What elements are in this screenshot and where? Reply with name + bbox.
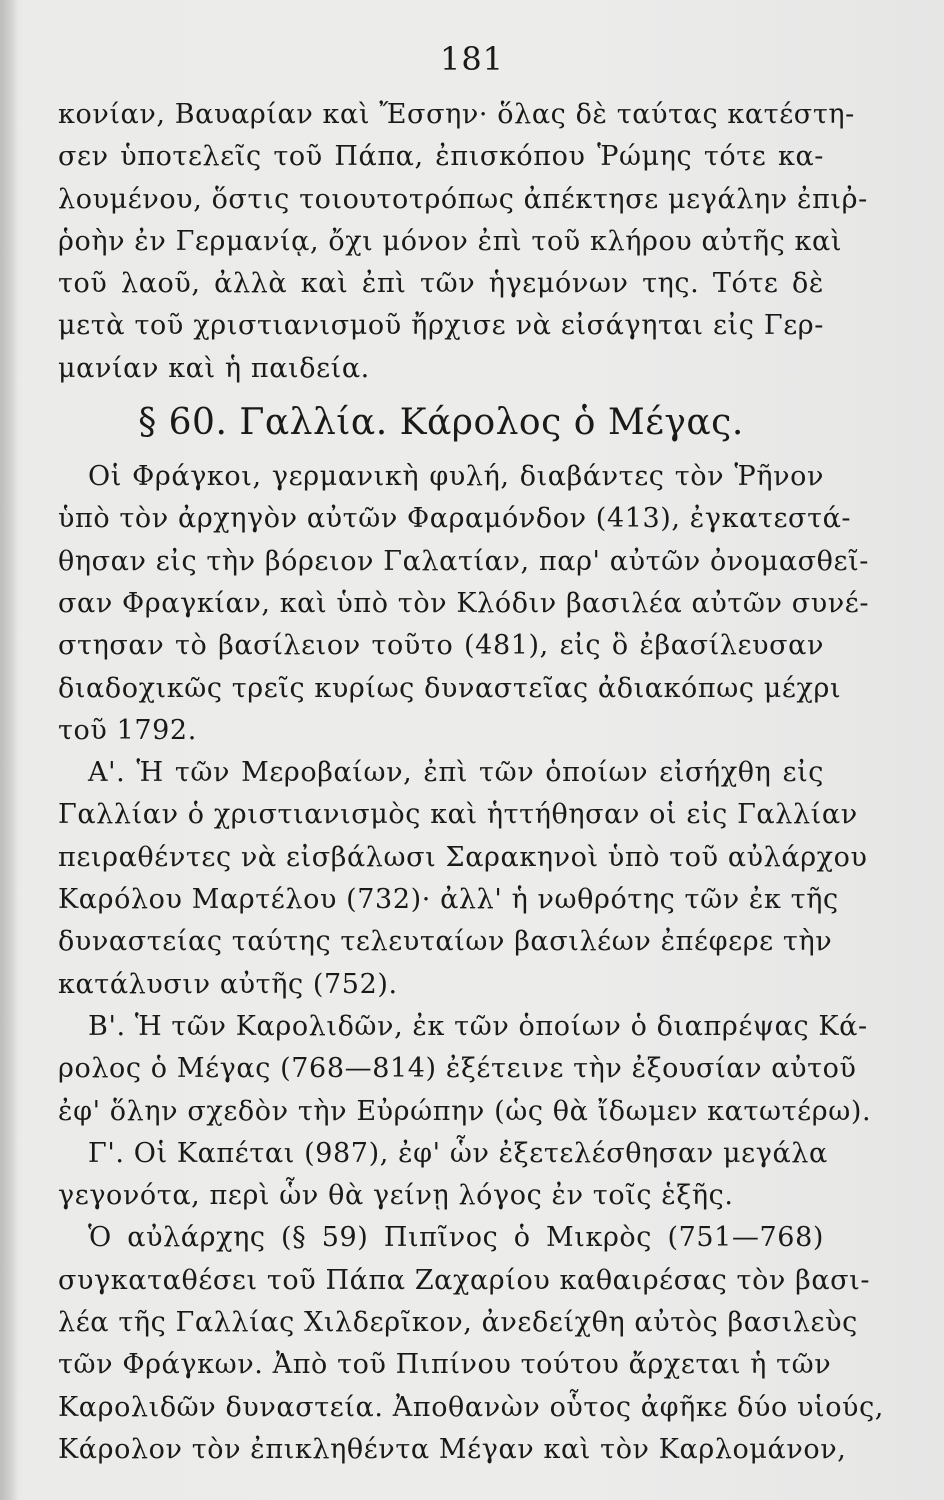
text-line: Α'. Ἡ τῶν Μεροβαίων, ἐπὶ τῶν ὁποίων εἰσήχθη εἰς: [88, 757, 824, 789]
text-line: μετὰ τοῦ χριστιανισμοῦ ἤρχισε νὰ εἰσάγηται εἰς Γερ-: [58, 310, 824, 342]
text-line: τοῦ 1792.: [58, 714, 197, 746]
section-heading: § 60. Γαλλία. Κάρολος ὁ Μέγας.: [138, 402, 744, 444]
text-line: ρολος ὁ Μέγας (768—814) ἐξέτεινε τὴν ἐξουσίαν αὐτοῦ: [58, 1053, 857, 1085]
binding-shadow: [0, 0, 18, 1500]
text-line: Οἱ Φράγκοι, γερμανικὴ φυλή, διαβάντες τὸν Ῥῆνον: [88, 461, 824, 493]
paragraph-carolingians: [58, 1006, 872, 1133]
paragraph-pepin: [58, 1217, 884, 1471]
text-line: ἐφ' ὅλην σχεδὸν τὴν Εὐρώπην (ὡς θὰ ἴδωμεν κατωτέρω).: [58, 1095, 872, 1127]
paragraph-intro: [58, 94, 868, 390]
text-line: σεν ὑποτελεῖς τοῦ Πάπα, ἐπισκόπου Ῥώμης τότε κα-: [58, 141, 824, 173]
text-line: Β'. Ἡ τῶν Καρολιδῶν, ἐκ τῶν ὁποίων ὁ διαπρέψας Κά-: [88, 1010, 868, 1042]
paragraph-franks: [58, 456, 870, 752]
paragraph-merovingians: [58, 752, 868, 1006]
text-line: λέα τῆς Γαλλίας Χιλδερῖκον, ἀνεδείχθη αὐτὸς βασιλεὺς: [58, 1307, 858, 1339]
text-line: στησαν τὸ βασίλειον τοῦτο (481), εἰς ὃ ἐβασίλευσαν: [58, 630, 824, 662]
text-line: Γαλλίαν ὁ χριστιανισμὸς καὶ ἡττήθησαν οἱ εἰς Γαλλίαν: [58, 799, 858, 831]
text-line: ῥοὴν ἐν Γερμανίᾳ, ὄχι μόνον ἐπὶ τοῦ κλήρου αὐτῆς καὶ: [58, 225, 843, 257]
page-body: [58, 94, 884, 1471]
text-line: ὑπὸ τὸν ἀρχηγὸν αὐτῶν Φαραμόνδον (413), ἐγκατεστά-: [58, 503, 852, 535]
text-line: γεγονότα, περὶ ὧν θὰ γείνῃ λόγος ἐν τοῖς ἑξῆς.: [58, 1180, 734, 1212]
text-line: θησαν εἰς τὴν βόρειον Γαλατίαν, παρ' αὐτῶν ὀνομασθεῖ-: [58, 545, 870, 577]
text-line: τοῦ λαοῦ, ἀλλὰ καὶ ἐπὶ τῶν ἡγεμόνων της. Τότε δὲ: [58, 268, 824, 300]
text-line: λουμένου, ὅστις τοιουτοτρόπως ἀπέκτησε μεγάλην ἐπιῤ-: [58, 183, 868, 215]
text-line: Γ'. Οἱ Καπέται (987), ἐφ' ὧν ἐξετελέσθησαν μεγάλα: [88, 1137, 828, 1169]
text-line: Καρόλου Μαρτέλου (732)· ἀλλ' ἡ νωθρότης τῶν ἐκ τῆς: [58, 884, 839, 916]
text-line: σαν Φραγκίαν, καὶ ὑπὸ τὸν Κλόδιν βασιλέα αὐτῶν συνέ-: [58, 587, 870, 619]
text-line: συγκαταθέσει τοῦ Πάπα Ζαχαρίου καθαιρέσας τὸν βασι-: [58, 1264, 871, 1296]
text-line: διαδοχικῶς τρεῖς κυρίως δυναστεῖας ἀδιακόπως μέχρι: [58, 672, 842, 704]
page-number: 181: [439, 40, 505, 78]
text-line: τῶν Φράγκων. Ἀπὸ τοῦ Πιπίνου τούτου ἄρχεται ἡ τῶν: [58, 1349, 832, 1381]
text-line: Ὁ αὐλάρχης (§ 59) Πιπῖνος ὁ Μικρὸς (751—768): [88, 1222, 824, 1254]
paragraph-capetians: [58, 1133, 828, 1218]
text-line: πειραθέντες νὰ εἰσβάλωσι Σαρακηνοὶ ὑπὸ τοῦ αὐλάρχου: [58, 841, 868, 873]
text-line: μανίαν καὶ ἡ παιδεία.: [58, 352, 370, 384]
text-line: κατάλυσιν αὐτῆς (752).: [58, 968, 398, 1000]
text-line: Κάρολον τὸν ἐπικληθέντα Μέγαν καὶ τὸν Καρλομάνον,: [58, 1433, 847, 1465]
text-line: κονίαν, Βαυαρίαν καὶ Ἔσσην· ὅλας δὲ ταύτας κατέστη-: [58, 99, 855, 130]
text-line: Καρολιδῶν δυναστεία. Ἀποθανὼν οὗτος ἀφῆκε δύο υἱούς,: [58, 1391, 884, 1423]
text-line: δυναστείας ταύτης τελευταίων βασιλέων ἐπέφερε τὴν: [58, 926, 833, 958]
